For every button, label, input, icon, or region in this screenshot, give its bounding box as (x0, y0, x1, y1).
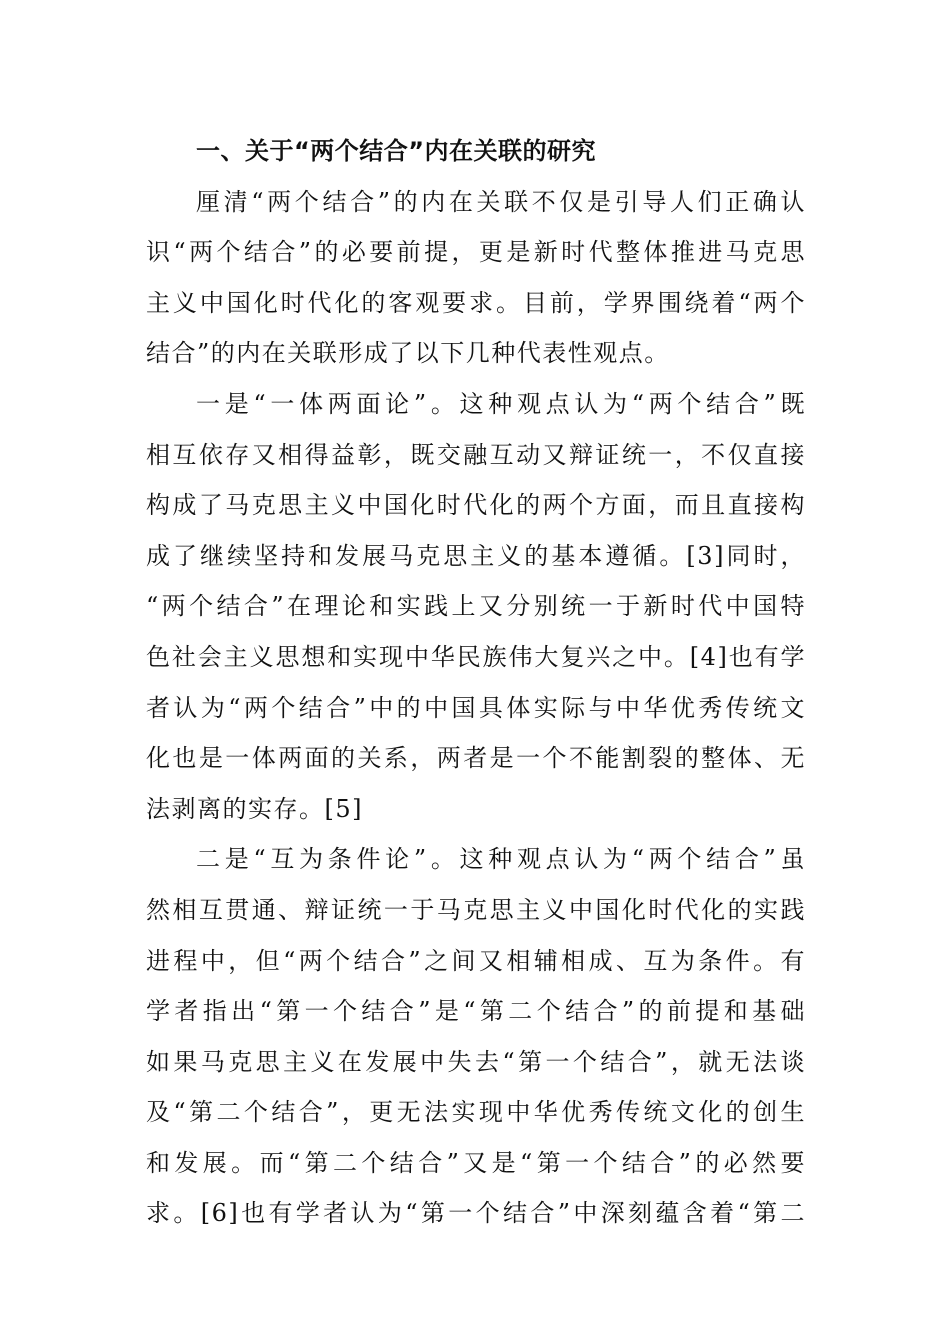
text-line: 法剥离的实存。[5] (146, 794, 363, 823)
text-line: 和发展。而“第二个结合”又是“第一个结合”的必然要 (146, 1148, 806, 1177)
paragraph-viewpoint-two (146, 834, 806, 1239)
text-line: 一是“一体两面论”。这种观点认为“两个结合”既 (196, 389, 806, 418)
text-line: 求。[6]也有学者认为“第一个结合”中深刻蕴含着“第二 (146, 1199, 806, 1228)
text-line: 学者指出“第一个结合”是“第二个结合”的前提和基础 (146, 997, 806, 1026)
text-line: 识“两个结合”的必要前提，更是新时代整体推进马克思 (146, 238, 806, 267)
text-line: 厘清“两个结合”的内在关联不仅是引导人们正确认 (196, 187, 806, 216)
text-line: 者认为“两个结合”中的中国具体实际与中华优秀传统文 (146, 693, 806, 722)
text-line: 然相互贯通、辩证统一于马克思主义中国化时代化的实践 (146, 895, 806, 924)
section-heading: 一、关于“两个结合”内在关联的研究 (196, 137, 597, 165)
text-line: 成了继续坚持和发展马克思主义的基本遵循。[3]同时， (146, 541, 806, 570)
text-line: 化也是一体两面的关系，两者是一个不能割裂的整体、无 (146, 744, 806, 773)
paragraph-viewpoint-one (146, 379, 806, 834)
text-line: 构成了马克思主义中国化时代化的两个方面，而且直接构 (146, 491, 806, 520)
text-line: 进程中，但“两个结合”之间又相辅相成、互为条件。有 (146, 946, 806, 975)
paragraph-intro (146, 177, 806, 379)
text-line: 二是“互为条件论”。这种观点认为“两个结合”虽 (196, 845, 806, 874)
text-line: 相互依存又相得益彰，既交融互动又辩证统一，不仅直接 (146, 440, 806, 469)
text-line: 结合”的内在关联形成了以下几种代表性观点。 (146, 339, 670, 368)
text-line: 如果马克思主义在发展中失去“第一个结合”，就无法谈 (146, 1047, 806, 1076)
text-line: 色社会主义思想和实现中华民族伟大复兴之中。[4]也有学 (146, 642, 806, 671)
text-line: “两个结合”在理论和实践上又分别统一于新时代中国特 (146, 592, 806, 621)
document-body (146, 126, 806, 1239)
text-line: 主义中国化时代化的客观要求。目前，学界围绕着“两个 (146, 288, 806, 317)
text-line: 及“第二个结合”，更无法实现中华优秀传统文化的创生 (146, 1098, 806, 1127)
